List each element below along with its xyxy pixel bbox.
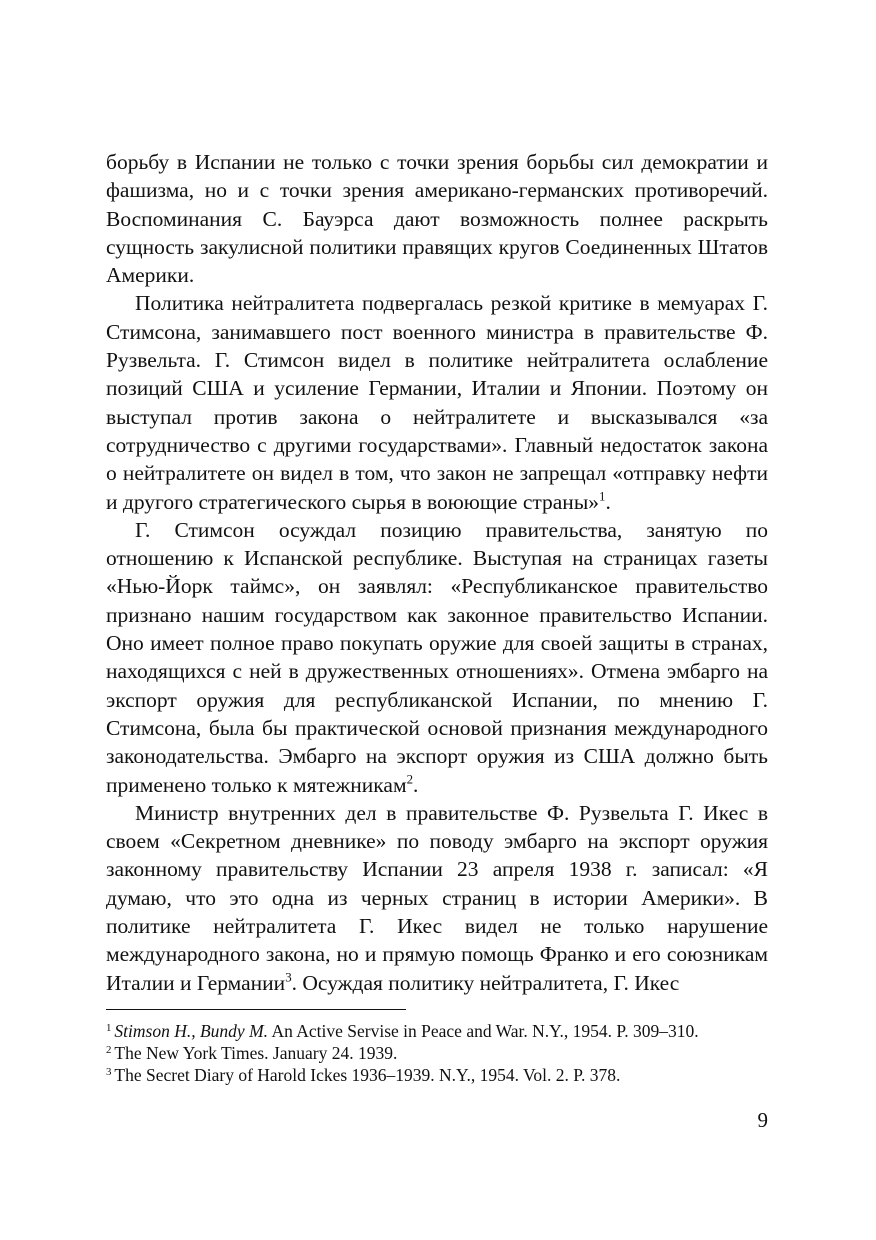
paragraph-text: . [413, 772, 419, 797]
footnote-authors: Stimson H., Bundy M. [114, 1021, 269, 1041]
footnote-separator [106, 1009, 406, 1010]
footnote-text: An Active Servise in Peace and War. N.Y., 1954. P. 309–310. [268, 1021, 699, 1041]
paragraph [106, 148, 768, 289]
footnote-reference: 1 [599, 489, 606, 504]
footnote-marker: 1 [106, 1021, 112, 1034]
footnote-reference: 3 [285, 970, 292, 985]
footnote-marker: 2 [106, 1043, 112, 1056]
footnote [106, 1042, 768, 1064]
footnote [106, 1064, 768, 1086]
paragraph-text: Г. Стимсон осуждал позицию правительства, занятую по отношению к Испанской республике. Выступая на страницах газеты «Нью-Йорк таймс», он заявлял: «Республиканское правительство признано нашим государством как законное правительство Испании. Оно имеет полное право покупать оружие для своей защиты в странах, находящихся с ней в дружественных отношениях». Отмена эмбарго на экспорт оружия для республиканской Испании, по мнению Г. Стимсона, была бы практической основой признания международного законодательства. Эмбарго на экспорт оружия из США должно быть применено только к мятежникам [106, 517, 768, 797]
paragraph [106, 799, 768, 997]
footnote-reference: 2 [406, 772, 414, 787]
paragraph [106, 516, 768, 799]
page-number: 9 [757, 1108, 768, 1132]
paragraph-text: Политика нейтралитета подвергалась резкой критике в мемуарах Г. Стимсона, занимавшего пост военного министра в правительстве Ф. Рузвельта. Г. Стимсон видел в политике нейтралитета ослабление позиций США и усиление Германии, Италии и Японии. Поэтому он выступал против закона о нейтралитете и высказывался «за сотрудничество с другими государствами». Главный недостаток закона о нейтралитете он видел в том, что закон не запрещал «отправку нефти и другого стратегического сырья в воюющие страны» [106, 291, 768, 514]
paragraph-text: . [605, 489, 611, 514]
footnote-marker: 3 [106, 1065, 112, 1078]
footnote [106, 1020, 768, 1042]
footnote-text: The Secret Diary of Harold Ickes 1936–1939. N.Y., 1954. Vol. 2. P. 378. [114, 1065, 621, 1085]
paragraph-text: . Осуждая политику нейтралитета, Г. Икес [291, 970, 680, 995]
paragraph-text: Министр внутренних дел в правительстве Ф. Рузвельта Г. Икес в своем «Секретном дневнике» по поводу эмбарго на экспорт оружия законному правительству Испании 23 апреля 1938 г. записал: «Я думаю, что это одна из черных страниц в истории Америки». В политике нейтралитета Г. Икес видел не только нарушение международного закона, но и прямую помощь Франко и его союзникам Италии и Германии [106, 800, 768, 995]
footnote-text: The New York Times. January 24. 1939. [114, 1043, 398, 1063]
paragraph-text: борьбу в Испании не только с точки зрения борьбы сил демократии и фашизма, но и с точки зрения американо-германских противоречий. Воспоминания С. Бауэрса дают возможность полнее раскрыть сущность закулисной политики правящих кругов Соединенных Штатов Америки. [106, 150, 768, 288]
paragraph [106, 289, 768, 515]
footnotes [106, 1020, 768, 1086]
body-text [106, 148, 768, 997]
